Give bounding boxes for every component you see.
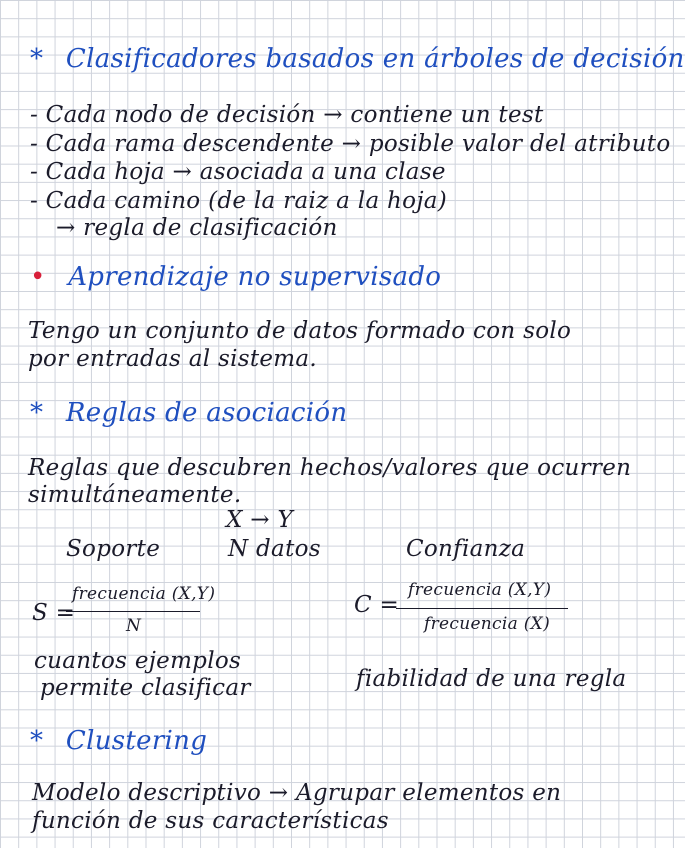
confidence-formula-denominator: frecuencia (X) [424,614,551,634]
support-desc-1: cuantos ejemplos [34,648,242,674]
support-desc-2: permite clasificar [40,675,251,701]
confidence-fraction-bar [396,608,568,609]
section1-heading [30,44,685,74]
support-formula-numerator: frecuencia (X,Y) [72,584,216,604]
section4-title: Clustering [65,726,208,756]
section1-line-5: → regla de clasificación [56,215,338,241]
confidence-label: Confianza [406,536,526,562]
section1-marker: * [30,44,44,74]
confidence-desc: fiabilidad de una regla [356,666,627,692]
ndatos-label: N datos [228,536,321,562]
section1-line-1: - Cada nodo de decisión → contiene un test [30,102,544,128]
section1-line-2: - Cada rama descendente → posible valor del atributo [30,131,671,157]
section3-marker: * [30,398,44,428]
section2-line-2: por entradas al sistema. [28,346,318,372]
section4-marker: * [30,726,44,756]
section2-title: Aprendizaje no supervisado [68,262,442,292]
section3-heading [30,398,347,428]
section2-marker: • [30,262,46,292]
section4-heading [30,726,207,756]
association-rule: X → Y [226,507,293,533]
support-formula-lhs: S = [32,600,76,626]
support-label: Soporte [66,536,161,562]
section1-title: Clasificadores basados en árboles de decisión [65,44,685,74]
confidence-formula-numerator: frecuencia (X,Y) [408,580,552,600]
section2-line-1: Tengo un conjunto de datos formado con solo [28,318,572,344]
section3-line-1: Reglas que descubren hechos/valores que ocurren [28,455,632,481]
section3-line-2: simultáneamente. [28,482,242,508]
support-fraction-bar [66,611,200,612]
section1-line-4: - Cada camino (de la raiz a la hoja) [30,188,448,214]
section1-line-3: - Cada hoja → asociada a una clase [30,159,446,185]
support-formula-denominator: N [126,616,142,636]
section3-title: Reglas de asociación [65,398,348,428]
section2-heading [30,262,441,292]
confidence-formula-lhs: C = [354,592,400,618]
section4-line-1: Modelo descriptivo → Agrupar elementos en [32,780,562,806]
section4-line-2: función de sus características [32,808,389,834]
